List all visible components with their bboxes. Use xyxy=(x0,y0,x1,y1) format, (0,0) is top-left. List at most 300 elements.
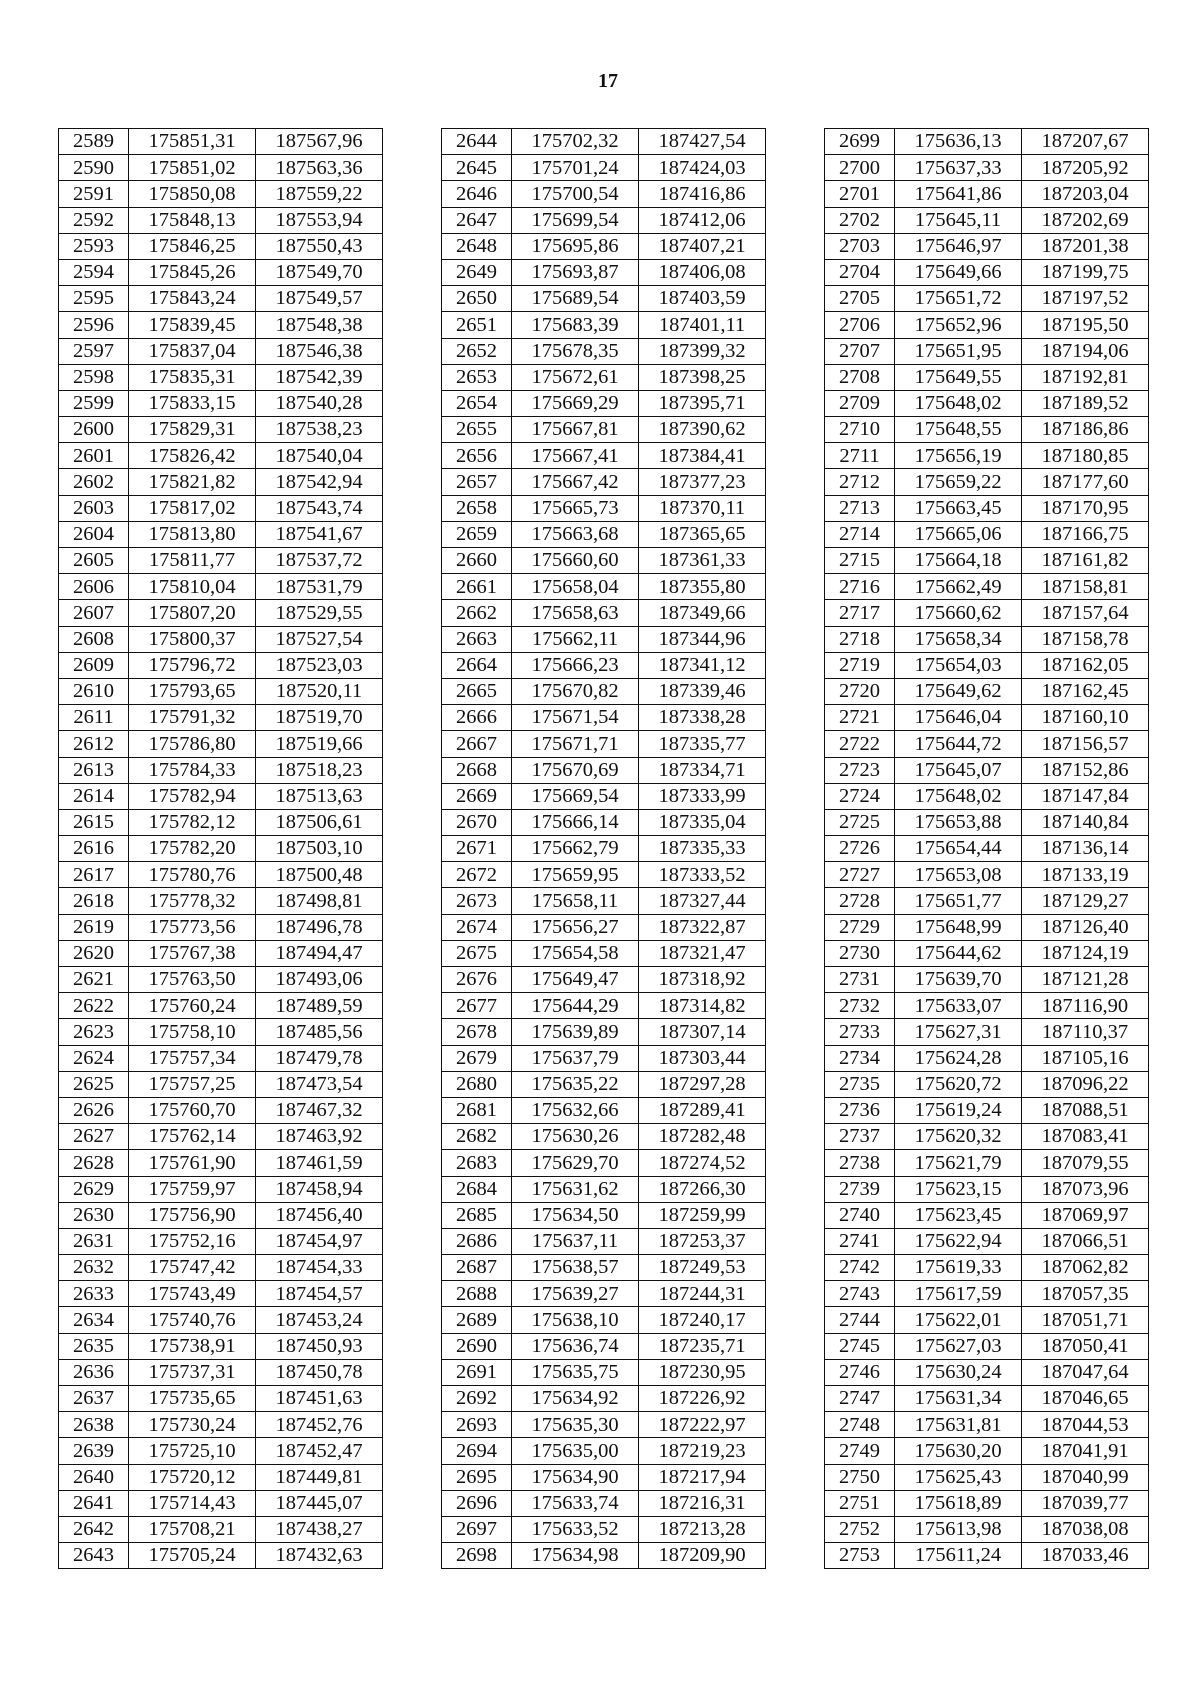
x-coordinate-cell: 175653,88 xyxy=(895,809,1022,835)
point-number-cell: 2651 xyxy=(442,312,512,338)
y-coordinate-cell: 187424,03 xyxy=(639,155,766,181)
point-number-cell: 2653 xyxy=(442,364,512,390)
y-coordinate-cell: 187432,63 xyxy=(256,1543,383,1569)
y-coordinate-cell: 187136,14 xyxy=(1022,836,1149,862)
table-row xyxy=(825,1019,1149,1045)
y-coordinate-cell: 187467,32 xyxy=(256,1097,383,1123)
point-number-cell: 2714 xyxy=(825,521,895,547)
point-number-cell: 2745 xyxy=(825,1333,895,1359)
x-coordinate-cell: 175666,23 xyxy=(512,652,639,678)
point-number-cell: 2621 xyxy=(59,967,129,993)
point-number-cell: 2743 xyxy=(825,1281,895,1307)
point-number-cell: 2740 xyxy=(825,1202,895,1228)
table-row xyxy=(59,390,383,416)
y-coordinate-cell: 187361,33 xyxy=(639,548,766,574)
x-coordinate-cell: 175659,22 xyxy=(895,469,1022,495)
table-row xyxy=(442,967,766,993)
table-row xyxy=(59,1255,383,1281)
y-coordinate-cell: 187542,39 xyxy=(256,364,383,390)
table-row xyxy=(442,888,766,914)
point-number-cell: 2692 xyxy=(442,1386,512,1412)
table-row xyxy=(825,1438,1149,1464)
y-coordinate-cell: 187538,23 xyxy=(256,417,383,443)
y-coordinate-cell: 187445,07 xyxy=(256,1490,383,1516)
x-coordinate-cell: 175740,76 xyxy=(129,1307,256,1333)
table-row xyxy=(442,1255,766,1281)
y-coordinate-cell: 187194,06 xyxy=(1022,338,1149,364)
y-coordinate-cell: 187370,11 xyxy=(639,495,766,521)
table-row xyxy=(825,1307,1149,1333)
point-number-cell: 2709 xyxy=(825,390,895,416)
x-coordinate-cell: 175839,45 xyxy=(129,312,256,338)
y-coordinate-cell: 187044,53 xyxy=(1022,1412,1149,1438)
x-coordinate-cell: 175617,59 xyxy=(895,1281,1022,1307)
x-coordinate-cell: 175699,54 xyxy=(512,207,639,233)
y-coordinate-cell: 187553,94 xyxy=(256,207,383,233)
point-number-cell: 2713 xyxy=(825,495,895,521)
table-row xyxy=(825,364,1149,390)
point-number-cell: 2684 xyxy=(442,1176,512,1202)
point-number-cell: 2686 xyxy=(442,1228,512,1254)
y-coordinate-cell: 187066,51 xyxy=(1022,1228,1149,1254)
y-coordinate-cell: 187453,24 xyxy=(256,1307,383,1333)
x-coordinate-cell: 175784,33 xyxy=(129,757,256,783)
table-row xyxy=(442,940,766,966)
y-coordinate-cell: 187493,06 xyxy=(256,967,383,993)
y-coordinate-cell: 187461,59 xyxy=(256,1150,383,1176)
x-coordinate-cell: 175634,50 xyxy=(512,1202,639,1228)
y-coordinate-cell: 187456,40 xyxy=(256,1202,383,1228)
y-coordinate-cell: 187197,52 xyxy=(1022,286,1149,312)
x-coordinate-cell: 175649,66 xyxy=(895,259,1022,285)
table-row xyxy=(442,993,766,1019)
point-number-cell: 2638 xyxy=(59,1412,129,1438)
table-row xyxy=(442,1071,766,1097)
y-coordinate-cell: 187202,69 xyxy=(1022,207,1149,233)
point-number-cell: 2601 xyxy=(59,443,129,469)
x-coordinate-cell: 175664,18 xyxy=(895,548,1022,574)
table-row xyxy=(825,940,1149,966)
point-number-cell: 2650 xyxy=(442,286,512,312)
x-coordinate-cell: 175629,70 xyxy=(512,1150,639,1176)
x-coordinate-cell: 175701,24 xyxy=(512,155,639,181)
table-row xyxy=(442,1359,766,1385)
x-coordinate-cell: 175695,86 xyxy=(512,233,639,259)
x-coordinate-cell: 175634,90 xyxy=(512,1464,639,1490)
coordinate-table-right xyxy=(824,128,1149,1569)
table-row xyxy=(59,129,383,155)
table-row xyxy=(825,155,1149,181)
point-number-cell: 2723 xyxy=(825,757,895,783)
x-coordinate-cell: 175667,42 xyxy=(512,469,639,495)
y-coordinate-cell: 187473,54 xyxy=(256,1071,383,1097)
table-row xyxy=(442,914,766,940)
table-row xyxy=(59,443,383,469)
y-coordinate-cell: 187518,23 xyxy=(256,757,383,783)
table-row xyxy=(59,914,383,940)
point-number-cell: 2659 xyxy=(442,521,512,547)
point-number-cell: 2656 xyxy=(442,443,512,469)
y-coordinate-cell: 187454,57 xyxy=(256,1281,383,1307)
x-coordinate-cell: 175654,58 xyxy=(512,940,639,966)
x-coordinate-cell: 175644,29 xyxy=(512,993,639,1019)
y-coordinate-cell: 187307,14 xyxy=(639,1019,766,1045)
y-coordinate-cell: 187546,38 xyxy=(256,338,383,364)
table-row xyxy=(442,1176,766,1202)
x-coordinate-cell: 175627,31 xyxy=(895,1019,1022,1045)
page-number: 17 xyxy=(598,70,618,92)
table-row xyxy=(825,469,1149,495)
coordinate-table-middle xyxy=(441,128,766,1569)
point-number-cell: 2717 xyxy=(825,600,895,626)
y-coordinate-cell: 187069,97 xyxy=(1022,1202,1149,1228)
x-coordinate-cell: 175793,65 xyxy=(129,678,256,704)
table-row xyxy=(59,207,383,233)
x-coordinate-cell: 175633,52 xyxy=(512,1516,639,1542)
table-row xyxy=(59,1412,383,1438)
y-coordinate-cell: 187105,16 xyxy=(1022,1045,1149,1071)
point-number-cell: 2642 xyxy=(59,1516,129,1542)
y-coordinate-cell: 187489,59 xyxy=(256,993,383,1019)
point-number-cell: 2693 xyxy=(442,1412,512,1438)
x-coordinate-cell: 175662,79 xyxy=(512,836,639,862)
point-number-cell: 2615 xyxy=(59,809,129,835)
point-number-cell: 2625 xyxy=(59,1071,129,1097)
y-coordinate-cell: 187344,96 xyxy=(639,626,766,652)
y-coordinate-cell: 187527,54 xyxy=(256,626,383,652)
x-coordinate-cell: 175630,20 xyxy=(895,1438,1022,1464)
point-number-cell: 2611 xyxy=(59,705,129,731)
y-coordinate-cell: 187039,77 xyxy=(1022,1490,1149,1516)
table-row xyxy=(442,1412,766,1438)
point-number-cell: 2610 xyxy=(59,678,129,704)
y-coordinate-cell: 187166,75 xyxy=(1022,521,1149,547)
y-coordinate-cell: 187450,78 xyxy=(256,1359,383,1385)
table-row xyxy=(825,757,1149,783)
point-number-cell: 2753 xyxy=(825,1543,895,1569)
table-row xyxy=(59,1124,383,1150)
x-coordinate-cell: 175635,30 xyxy=(512,1412,639,1438)
point-number-cell: 2704 xyxy=(825,259,895,285)
y-coordinate-cell: 187496,78 xyxy=(256,914,383,940)
table-row xyxy=(442,809,766,835)
y-coordinate-cell: 187289,41 xyxy=(639,1097,766,1123)
y-coordinate-cell: 187407,21 xyxy=(639,233,766,259)
point-number-cell: 2627 xyxy=(59,1124,129,1150)
x-coordinate-cell: 175671,71 xyxy=(512,731,639,757)
point-number-cell: 2732 xyxy=(825,993,895,1019)
x-coordinate-cell: 175669,29 xyxy=(512,390,639,416)
table-row xyxy=(825,1464,1149,1490)
x-coordinate-cell: 175667,41 xyxy=(512,443,639,469)
x-coordinate-cell: 175843,24 xyxy=(129,286,256,312)
point-number-cell: 2630 xyxy=(59,1202,129,1228)
y-coordinate-cell: 187157,64 xyxy=(1022,600,1149,626)
x-coordinate-cell: 175637,33 xyxy=(895,155,1022,181)
y-coordinate-cell: 187189,52 xyxy=(1022,390,1149,416)
y-coordinate-cell: 187051,71 xyxy=(1022,1307,1149,1333)
x-coordinate-cell: 175622,94 xyxy=(895,1228,1022,1254)
x-coordinate-cell: 175817,02 xyxy=(129,495,256,521)
y-coordinate-cell: 187452,47 xyxy=(256,1438,383,1464)
point-number-cell: 2668 xyxy=(442,757,512,783)
point-number-cell: 2592 xyxy=(59,207,129,233)
x-coordinate-cell: 175763,50 xyxy=(129,967,256,993)
table-row xyxy=(825,731,1149,757)
table-row xyxy=(59,600,383,626)
x-coordinate-cell: 175810,04 xyxy=(129,574,256,600)
table-row xyxy=(825,1490,1149,1516)
table-row xyxy=(825,312,1149,338)
table-row xyxy=(59,364,383,390)
table-row xyxy=(825,705,1149,731)
y-coordinate-cell: 187341,12 xyxy=(639,652,766,678)
table-row xyxy=(442,1150,766,1176)
y-coordinate-cell: 187192,81 xyxy=(1022,364,1149,390)
y-coordinate-cell: 187266,30 xyxy=(639,1176,766,1202)
point-number-cell: 2748 xyxy=(825,1412,895,1438)
table-row xyxy=(442,836,766,862)
point-number-cell: 2645 xyxy=(442,155,512,181)
point-number-cell: 2600 xyxy=(59,417,129,443)
x-coordinate-cell: 175639,27 xyxy=(512,1281,639,1307)
table-row xyxy=(59,1359,383,1385)
table-row xyxy=(825,286,1149,312)
y-coordinate-cell: 187259,99 xyxy=(639,1202,766,1228)
point-number-cell: 2661 xyxy=(442,574,512,600)
x-coordinate-cell: 175645,07 xyxy=(895,757,1022,783)
x-coordinate-cell: 175720,12 xyxy=(129,1464,256,1490)
table-row xyxy=(59,233,383,259)
table-row xyxy=(825,521,1149,547)
table-row xyxy=(59,1045,383,1071)
point-number-cell: 2698 xyxy=(442,1543,512,1569)
y-coordinate-cell: 187401,11 xyxy=(639,312,766,338)
table-row xyxy=(442,129,766,155)
table-row xyxy=(825,338,1149,364)
x-coordinate-cell: 175760,24 xyxy=(129,993,256,1019)
table-row xyxy=(442,1464,766,1490)
table-row xyxy=(442,731,766,757)
point-number-cell: 2726 xyxy=(825,836,895,862)
y-coordinate-cell: 187559,22 xyxy=(256,181,383,207)
point-number-cell: 2657 xyxy=(442,469,512,495)
point-number-cell: 2629 xyxy=(59,1176,129,1202)
point-number-cell: 2669 xyxy=(442,783,512,809)
x-coordinate-cell: 175635,75 xyxy=(512,1359,639,1385)
point-number-cell: 2703 xyxy=(825,233,895,259)
point-number-cell: 2618 xyxy=(59,888,129,914)
y-coordinate-cell: 187485,56 xyxy=(256,1019,383,1045)
table-row xyxy=(825,1516,1149,1542)
point-number-cell: 2596 xyxy=(59,312,129,338)
x-coordinate-cell: 175811,77 xyxy=(129,548,256,574)
point-number-cell: 2678 xyxy=(442,1019,512,1045)
point-number-cell: 2620 xyxy=(59,940,129,966)
y-coordinate-cell: 187390,62 xyxy=(639,417,766,443)
table-row xyxy=(59,1228,383,1254)
table-row xyxy=(59,495,383,521)
point-number-cell: 2652 xyxy=(442,338,512,364)
table-row xyxy=(59,574,383,600)
table-row xyxy=(59,521,383,547)
point-number-cell: 2747 xyxy=(825,1386,895,1412)
table-row xyxy=(825,862,1149,888)
point-number-cell: 2594 xyxy=(59,259,129,285)
x-coordinate-cell: 175851,02 xyxy=(129,155,256,181)
table-row xyxy=(442,521,766,547)
table-row xyxy=(59,1202,383,1228)
y-coordinate-cell: 187549,70 xyxy=(256,259,383,285)
x-coordinate-cell: 175826,42 xyxy=(129,443,256,469)
y-coordinate-cell: 187147,84 xyxy=(1022,783,1149,809)
table-row xyxy=(442,783,766,809)
table-row xyxy=(59,1281,383,1307)
y-coordinate-cell: 187096,22 xyxy=(1022,1071,1149,1097)
point-number-cell: 2720 xyxy=(825,678,895,704)
x-coordinate-cell: 175791,32 xyxy=(129,705,256,731)
x-coordinate-cell: 175782,94 xyxy=(129,783,256,809)
point-number-cell: 2593 xyxy=(59,233,129,259)
table-row xyxy=(825,1359,1149,1385)
point-number-cell: 2682 xyxy=(442,1124,512,1150)
table-row xyxy=(825,1412,1149,1438)
y-coordinate-cell: 187403,59 xyxy=(639,286,766,312)
x-coordinate-cell: 175689,54 xyxy=(512,286,639,312)
table-row xyxy=(825,626,1149,652)
y-coordinate-cell: 187162,05 xyxy=(1022,652,1149,678)
y-coordinate-cell: 187162,45 xyxy=(1022,678,1149,704)
table-row xyxy=(442,1543,766,1569)
table-row xyxy=(442,1281,766,1307)
table-row xyxy=(59,286,383,312)
x-coordinate-cell: 175658,04 xyxy=(512,574,639,600)
point-number-cell: 2710 xyxy=(825,417,895,443)
table-row xyxy=(59,469,383,495)
point-number-cell: 2746 xyxy=(825,1359,895,1385)
y-coordinate-cell: 187412,06 xyxy=(639,207,766,233)
table-row xyxy=(825,1543,1149,1569)
x-coordinate-cell: 175702,32 xyxy=(512,129,639,155)
y-coordinate-cell: 187454,97 xyxy=(256,1228,383,1254)
y-coordinate-cell: 187216,31 xyxy=(639,1490,766,1516)
table-row xyxy=(442,1202,766,1228)
y-coordinate-cell: 187133,19 xyxy=(1022,862,1149,888)
table-row xyxy=(442,364,766,390)
y-coordinate-cell: 187550,43 xyxy=(256,233,383,259)
point-number-cell: 2616 xyxy=(59,836,129,862)
x-coordinate-cell: 175635,00 xyxy=(512,1438,639,1464)
x-coordinate-cell: 175738,91 xyxy=(129,1333,256,1359)
x-coordinate-cell: 175652,96 xyxy=(895,312,1022,338)
x-coordinate-cell: 175651,95 xyxy=(895,338,1022,364)
point-number-cell: 2662 xyxy=(442,600,512,626)
point-number-cell: 2635 xyxy=(59,1333,129,1359)
point-number-cell: 2671 xyxy=(442,836,512,862)
x-coordinate-cell: 175660,62 xyxy=(895,600,1022,626)
y-coordinate-cell: 187088,51 xyxy=(1022,1097,1149,1123)
x-coordinate-cell: 175671,54 xyxy=(512,705,639,731)
point-number-cell: 2701 xyxy=(825,181,895,207)
y-coordinate-cell: 187500,48 xyxy=(256,862,383,888)
table-row xyxy=(825,390,1149,416)
point-number-cell: 2729 xyxy=(825,914,895,940)
point-number-cell: 2724 xyxy=(825,783,895,809)
point-number-cell: 2742 xyxy=(825,1255,895,1281)
table-row xyxy=(442,312,766,338)
y-coordinate-cell: 187161,82 xyxy=(1022,548,1149,574)
point-number-cell: 2699 xyxy=(825,129,895,155)
x-coordinate-cell: 175633,07 xyxy=(895,993,1022,1019)
x-coordinate-cell: 175641,86 xyxy=(895,181,1022,207)
point-number-cell: 2675 xyxy=(442,940,512,966)
table-row xyxy=(442,600,766,626)
y-coordinate-cell: 187219,23 xyxy=(639,1438,766,1464)
x-coordinate-cell: 175627,03 xyxy=(895,1333,1022,1359)
x-coordinate-cell: 175761,90 xyxy=(129,1150,256,1176)
y-coordinate-cell: 187406,08 xyxy=(639,259,766,285)
point-number-cell: 2633 xyxy=(59,1281,129,1307)
point-number-cell: 2749 xyxy=(825,1438,895,1464)
point-number-cell: 2690 xyxy=(442,1333,512,1359)
point-number-cell: 2608 xyxy=(59,626,129,652)
table-row xyxy=(59,809,383,835)
y-coordinate-cell: 187451,63 xyxy=(256,1386,383,1412)
point-number-cell: 2702 xyxy=(825,207,895,233)
x-coordinate-cell: 175649,62 xyxy=(895,678,1022,704)
table-row xyxy=(59,1019,383,1045)
point-number-cell: 2705 xyxy=(825,286,895,312)
point-number-cell: 2649 xyxy=(442,259,512,285)
table-row xyxy=(59,626,383,652)
point-number-cell: 2604 xyxy=(59,521,129,547)
x-coordinate-cell: 175622,01 xyxy=(895,1307,1022,1333)
x-coordinate-cell: 175634,92 xyxy=(512,1386,639,1412)
point-number-cell: 2655 xyxy=(442,417,512,443)
x-coordinate-cell: 175651,77 xyxy=(895,888,1022,914)
y-coordinate-cell: 187297,28 xyxy=(639,1071,766,1097)
y-coordinate-cell: 187207,67 xyxy=(1022,129,1149,155)
x-coordinate-cell: 175656,27 xyxy=(512,914,639,940)
point-number-cell: 2606 xyxy=(59,574,129,600)
table-row xyxy=(825,548,1149,574)
y-coordinate-cell: 187327,44 xyxy=(639,888,766,914)
y-coordinate-cell: 187384,41 xyxy=(639,443,766,469)
x-coordinate-cell: 175683,39 xyxy=(512,312,639,338)
y-coordinate-cell: 187563,36 xyxy=(256,155,383,181)
table-row xyxy=(59,1438,383,1464)
y-coordinate-cell: 187567,96 xyxy=(256,129,383,155)
x-coordinate-cell: 175663,45 xyxy=(895,495,1022,521)
y-coordinate-cell: 187452,76 xyxy=(256,1412,383,1438)
table-row xyxy=(825,888,1149,914)
point-number-cell: 2712 xyxy=(825,469,895,495)
x-coordinate-cell: 175782,12 xyxy=(129,809,256,835)
point-number-cell: 2612 xyxy=(59,731,129,757)
x-coordinate-cell: 175631,34 xyxy=(895,1386,1022,1412)
table-row xyxy=(59,1333,383,1359)
point-number-cell: 2725 xyxy=(825,809,895,835)
x-coordinate-cell: 175662,49 xyxy=(895,574,1022,600)
point-number-cell: 2679 xyxy=(442,1045,512,1071)
y-coordinate-cell: 187398,25 xyxy=(639,364,766,390)
point-number-cell: 2644 xyxy=(442,129,512,155)
point-number-cell: 2691 xyxy=(442,1359,512,1385)
y-coordinate-cell: 187479,78 xyxy=(256,1045,383,1071)
x-coordinate-cell: 175672,61 xyxy=(512,364,639,390)
x-coordinate-cell: 175666,14 xyxy=(512,809,639,835)
y-coordinate-cell: 187244,31 xyxy=(639,1281,766,1307)
